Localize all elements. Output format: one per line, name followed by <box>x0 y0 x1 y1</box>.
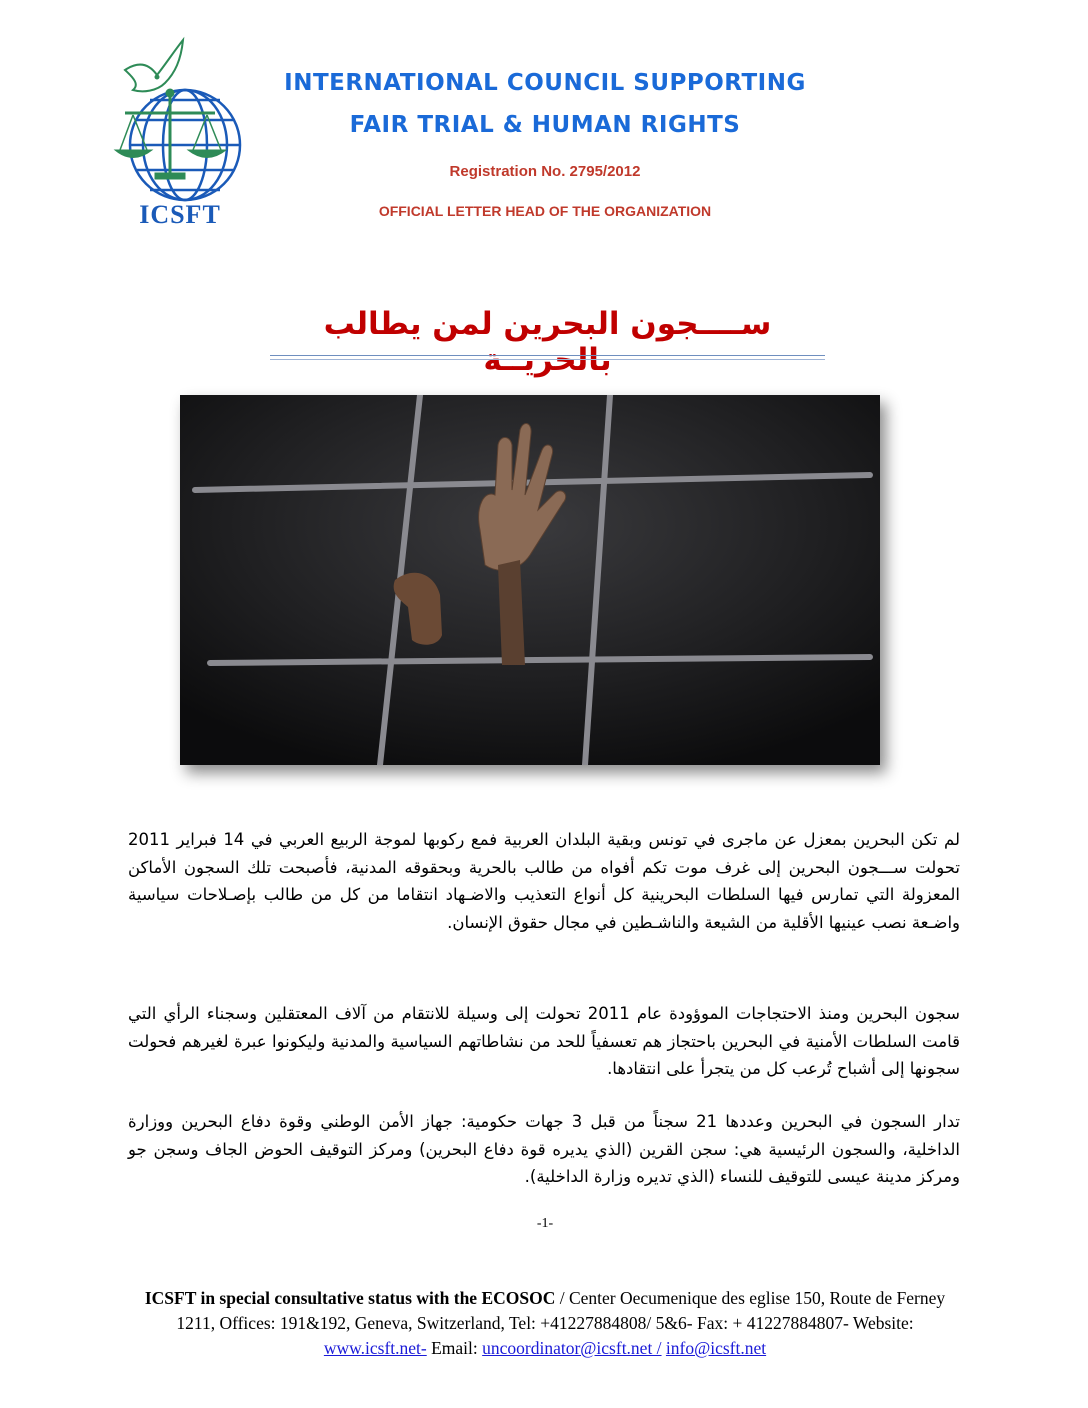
coordinator-email-link[interactable]: uncoordinator@icsft.net / <box>482 1338 662 1358</box>
globe-icon <box>130 90 240 200</box>
organization-name-line1: INTERNATIONAL COUNCIL SUPPORTING <box>284 70 806 96</box>
dove-icon <box>125 40 183 91</box>
footer-address: / Center Oecumenique des eglise 150, Route de Ferney 1211, Offices: 191&192, Geneva, Switzerland, Tel: +41227884808/ 5&6- Fax: + 41227884807- Website: <box>176 1288 946 1333</box>
official-letterhead-label: OFFICIAL LETTER HEAD OF THE ORGANIZATION <box>378 203 712 219</box>
article-paragraph: لم تكن البحرين بمعزل عن ماجرى في تونس وبقية البلدان العربية فمع ركوبها لموجة الربيع العربي في 14 فبراير 2011 تحولت ســـجون البحرين إلى غرف موت تكم أفواه من طالب بالحرية وبحقوقه المدنية، فأصبحت تلك السجون الأماكن المعزولة التي تمارس فيها السلطات البحرينية كل أنواع التعذيب والاضـهاد انتقاما من كل من طالب بإصـلاحات سياسية واضـعة نصب عينيها الأقلية من الشيعة والناشـطين في مجال حقوق الإنسان. <box>128 830 960 932</box>
info-email-link[interactable]: info@icsft.net <box>665 1338 767 1358</box>
footer-email-label: Email: <box>426 1338 483 1358</box>
title-underline <box>270 355 825 356</box>
footer <box>140 1286 950 1361</box>
article-paragraph: سجون البحرين ومنذ الاحتجاجات الموؤودة عام 2011 تحولت إلى وسيلة للانتقام من آلاف المعتقلين وسجناء الرأي التي قامت السلطات الأمنية في البحرين باحتجاز هم تعسفياً للحد من نشاطاتهم السياسية والمدنية وليكونوا عبرة لغيرهم فحولت سجونها إلى أشباح تُرعب كل من يتجرأ على انتقادها. <box>128 1004 960 1078</box>
logo-text: ICSFT <box>139 200 221 229</box>
page-number: -1- <box>536 1216 554 1231</box>
prison-bars-photo <box>180 395 880 765</box>
website-link[interactable]: www.icsft.net- <box>323 1338 427 1358</box>
article-paragraph: تدار السجون في البحرين وعددها 21 سجناً من قبل 3 جهات حكومية: جهاز الأمن الوطني وقوة دفاع البحرين ووزارة الداخلية، والسجون الرئيسية هي: سجن القرين (الذي يديره قوة دفاع البحرين) ومركز التوقيف الحوض الجاف وسجن جو ومركز مدينة عيسى للتوقيف للنساء (الذي تديره وزارة الداخلية). <box>128 1112 960 1186</box>
article-title: ســــجون البحرين لمن يطالب بالحريــة <box>323 306 772 378</box>
title-underline-secondary <box>270 359 825 360</box>
footer-status-statement: ICSFT in special consultative status with the ECOSOC <box>144 1288 556 1308</box>
organization-name-line2: FAIR TRIAL & HUMAN RIGHTS <box>349 112 741 138</box>
registration-number: Registration No. 2795/2012 <box>449 163 641 180</box>
article-title-wrap <box>270 306 825 378</box>
